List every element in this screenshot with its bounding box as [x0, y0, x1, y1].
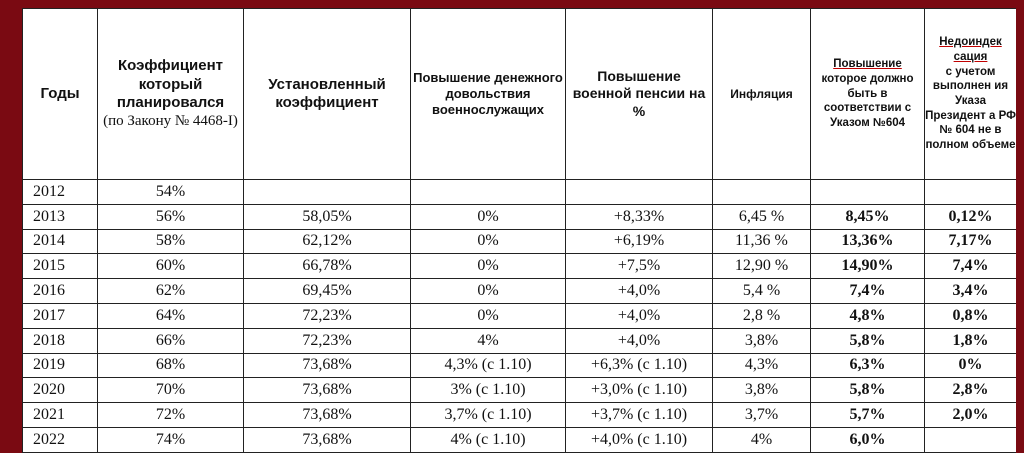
cell-due: 6,0% [811, 427, 925, 452]
cell-planned: 64% [98, 303, 244, 328]
header-set: Установленный коэффициент [244, 9, 411, 180]
table-row [23, 204, 1017, 229]
header-planned: Коэффициент который планировался (по Закону № 4468-I) [98, 9, 244, 180]
cell-planned: 70% [98, 378, 244, 403]
cell-set [244, 180, 411, 205]
cell-set: 58,05% [244, 204, 411, 229]
cell-year: 2015 [23, 254, 98, 279]
cell-set: 72,23% [244, 328, 411, 353]
cell-pension: +4,0% [566, 279, 713, 304]
cell-allowance: 0% [411, 279, 566, 304]
cell-due: 6,3% [811, 353, 925, 378]
cell-pension: +8,33% [566, 204, 713, 229]
cell-due: 7,4% [811, 279, 925, 304]
table-row [23, 254, 1017, 279]
table-row [23, 403, 1017, 428]
cell-inflation [713, 180, 811, 205]
cell-planned: 54% [98, 180, 244, 205]
cell-underindexation: 7,4% [925, 254, 1017, 279]
cell-inflation: 3,8% [713, 378, 811, 403]
cell-year: 2022 [23, 427, 98, 452]
cell-pension: +4,0% [566, 303, 713, 328]
header-underindexation: Недоиндек сация с учетом выполнен ия Указа Президент а РФ № 604 не в полном объеме [925, 9, 1017, 180]
cell-due [811, 180, 925, 205]
cell-underindexation: 0,8% [925, 303, 1017, 328]
cell-inflation: 11,36 % [713, 229, 811, 254]
cell-allowance: 4% (с 1.10) [411, 427, 566, 452]
cell-allowance [411, 180, 566, 205]
cell-year: 2014 [23, 229, 98, 254]
pension-table [22, 8, 1016, 453]
table-row [23, 328, 1017, 353]
cell-year: 2021 [23, 403, 98, 428]
cell-set: 66,78% [244, 254, 411, 279]
cell-pension [566, 180, 713, 205]
cell-due: 5,8% [811, 378, 925, 403]
header-due: Повышение которое должно быть в соответствии с Указом №604 [811, 9, 925, 180]
cell-due: 5,7% [811, 403, 925, 428]
table-row [23, 353, 1017, 378]
cell-set: 73,68% [244, 353, 411, 378]
cell-underindexation: 2,0% [925, 403, 1017, 428]
cell-set: 73,68% [244, 427, 411, 452]
cell-allowance: 0% [411, 204, 566, 229]
cell-allowance: 3% (с 1.10) [411, 378, 566, 403]
cell-pension: +6,3% (с 1.10) [566, 353, 713, 378]
cell-set: 73,68% [244, 378, 411, 403]
cell-inflation: 4,3% [713, 353, 811, 378]
cell-due: 8,45% [811, 204, 925, 229]
header-allowance: Повышение денежного довольствия военнослужащих [411, 9, 566, 180]
cell-due: 13,36% [811, 229, 925, 254]
table-frame [22, 8, 1016, 453]
cell-underindexation: 0,12% [925, 204, 1017, 229]
cell-planned: 56% [98, 204, 244, 229]
cell-pension: +3,7% (с 1.10) [566, 403, 713, 428]
header-inflation: Инфляция [713, 9, 811, 180]
cell-year: 2017 [23, 303, 98, 328]
cell-pension: +3,0% (с 1.10) [566, 378, 713, 403]
header-years: Годы [23, 9, 98, 180]
cell-planned: 62% [98, 279, 244, 304]
cell-planned: 58% [98, 229, 244, 254]
cell-underindexation: 2,8% [925, 378, 1017, 403]
table-row [23, 303, 1017, 328]
header-row [23, 9, 1017, 180]
cell-year: 2019 [23, 353, 98, 378]
cell-planned: 68% [98, 353, 244, 378]
cell-pension: +7,5% [566, 254, 713, 279]
cell-allowance: 4% [411, 328, 566, 353]
cell-allowance: 0% [411, 303, 566, 328]
cell-set: 62,12% [244, 229, 411, 254]
cell-set: 73,68% [244, 403, 411, 428]
header-pension: Повышение военной пенсии на % [566, 9, 713, 180]
cell-underindexation: 1,8% [925, 328, 1017, 353]
cell-pension: +4,0% [566, 328, 713, 353]
cell-due: 14,90% [811, 254, 925, 279]
cell-due: 5,8% [811, 328, 925, 353]
cell-allowance: 3,7% (с 1.10) [411, 403, 566, 428]
cell-planned: 60% [98, 254, 244, 279]
cell-inflation: 12,90 % [713, 254, 811, 279]
cell-due: 4,8% [811, 303, 925, 328]
cell-set: 69,45% [244, 279, 411, 304]
cell-underindexation [925, 180, 1017, 205]
cell-pension: +4,0% (с 1.10) [566, 427, 713, 452]
cell-year: 2013 [23, 204, 98, 229]
table-row [23, 378, 1017, 403]
cell-inflation: 6,45 % [713, 204, 811, 229]
cell-inflation: 5,4 % [713, 279, 811, 304]
cell-inflation: 4% [713, 427, 811, 452]
cell-inflation: 3,7% [713, 403, 811, 428]
cell-underindexation: 7,17% [925, 229, 1017, 254]
table-row [23, 279, 1017, 304]
cell-planned: 72% [98, 403, 244, 428]
cell-underindexation: 0% [925, 353, 1017, 378]
cell-pension: +6,19% [566, 229, 713, 254]
cell-underindexation [925, 427, 1017, 452]
cell-allowance: 0% [411, 229, 566, 254]
cell-underindexation: 3,4% [925, 279, 1017, 304]
cell-allowance: 4,3% (с 1.10) [411, 353, 566, 378]
cell-planned: 74% [98, 427, 244, 452]
cell-inflation: 3,8% [713, 328, 811, 353]
cell-set: 72,23% [244, 303, 411, 328]
cell-allowance: 0% [411, 254, 566, 279]
cell-year: 2018 [23, 328, 98, 353]
cell-planned: 66% [98, 328, 244, 353]
table-row [23, 229, 1017, 254]
cell-year: 2016 [23, 279, 98, 304]
table-row [23, 180, 1017, 205]
cell-inflation: 2,8 % [713, 303, 811, 328]
cell-year: 2020 [23, 378, 98, 403]
table-row [23, 427, 1017, 452]
cell-year: 2012 [23, 180, 98, 205]
